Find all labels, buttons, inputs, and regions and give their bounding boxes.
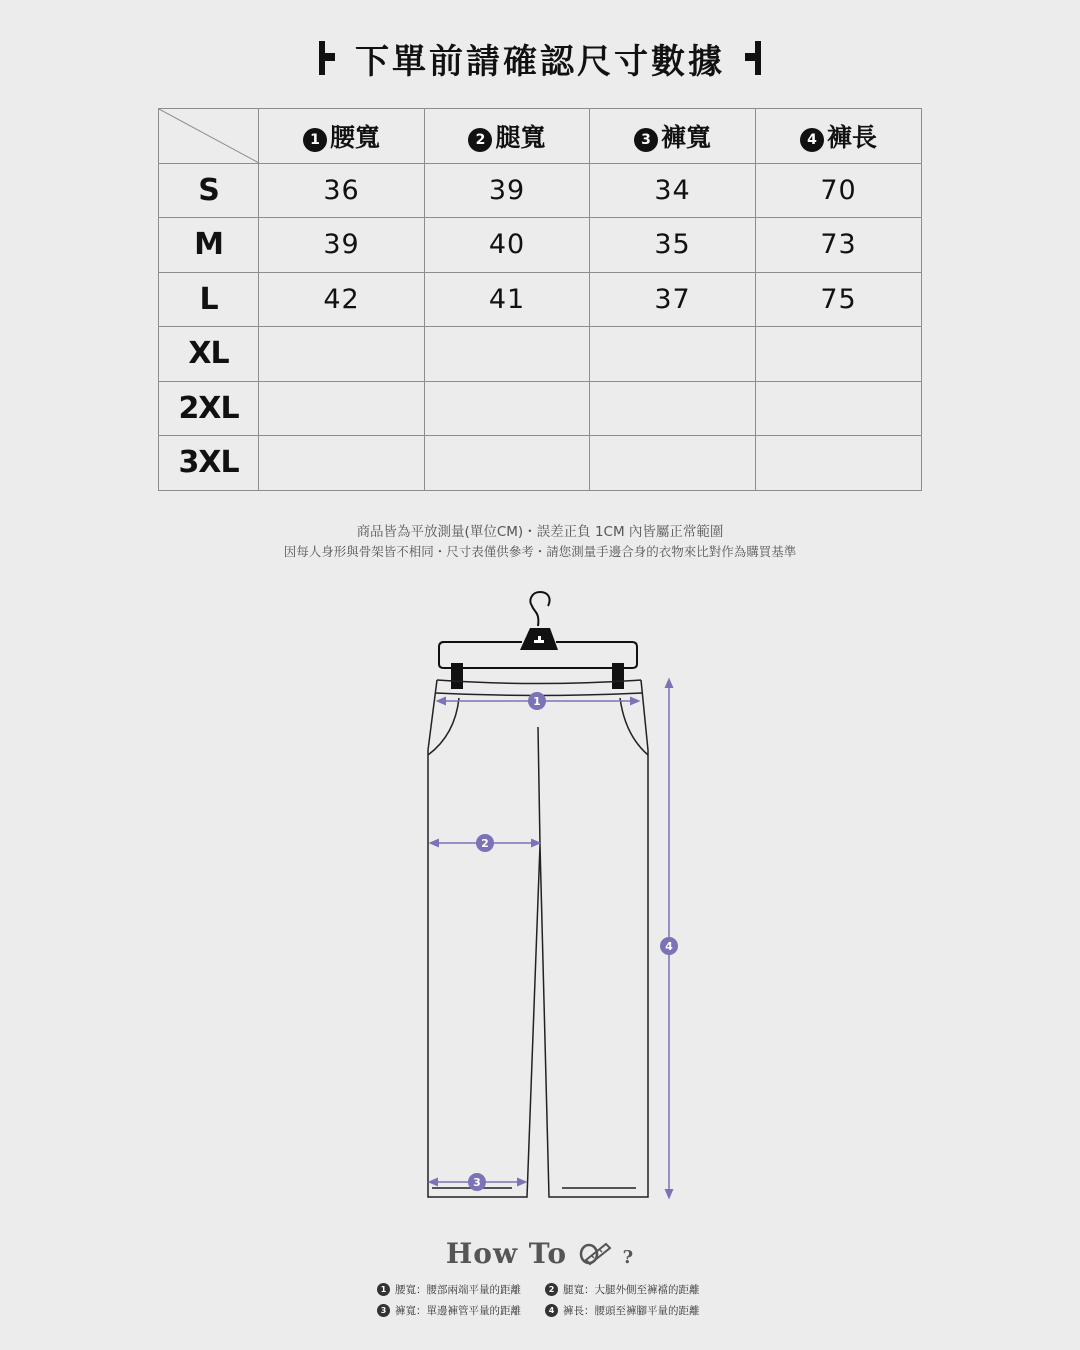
number-badge: 1 (303, 128, 327, 152)
legend-text: 褲寬：單邊褲管平量的距離 (395, 1305, 521, 1317)
column-header-label: 褲寬 (660, 122, 711, 152)
hanger-icon (439, 592, 637, 689)
number-badge: 4 (800, 128, 824, 152)
table-cell: 36 (259, 163, 425, 218)
marker-length (660, 937, 678, 955)
table-cell: 37 (590, 272, 756, 327)
measurement-lines (432, 682, 669, 1195)
size-label: 2XL (159, 381, 259, 436)
column-header-label: 腰寬 (329, 122, 380, 152)
page-title: 下單前請確認尺寸數據 (355, 41, 725, 82)
question-mark: ? (622, 1247, 635, 1268)
pants-outline (428, 680, 648, 1197)
legend-item-thigh (545, 1282, 715, 1297)
number-badge: 3 (377, 1304, 390, 1317)
marker-label: 1 (533, 695, 541, 708)
size-label: XL (159, 327, 259, 382)
table-cell: 70 (756, 163, 922, 218)
table-cell: 34 (590, 163, 756, 218)
reference-note: 因每人身形與骨架皆不相同・尺寸表僅供參考・請您測量手邊合身的衣物來比對作為購買基準 (283, 544, 797, 559)
column-header-label: 腿寬 (495, 122, 546, 152)
number-badge: 2 (545, 1283, 558, 1296)
ruler-pencil-icon (578, 1240, 612, 1266)
how-to-heading (0, 1237, 1080, 1270)
size-label: 3XL (159, 436, 259, 491)
measurement-legend (377, 1282, 717, 1318)
table-cell: 42 (259, 272, 425, 327)
marker-label: 4 (665, 940, 673, 953)
legend-text: 腿寬：大腿外側至褲襠的距離 (563, 1284, 700, 1296)
marker-label: 2 (481, 837, 489, 850)
marker-thigh (476, 834, 494, 852)
marker-leg-opening (468, 1173, 486, 1191)
legend-text: 褲長：腰頭至褲腳平量的距離 (563, 1305, 700, 1317)
legend-item-leg-opening (377, 1303, 545, 1318)
table-cell: 39 (425, 163, 590, 218)
number-badge: 1 (377, 1283, 390, 1296)
marker-label: 3 (473, 1176, 481, 1189)
table-cell: 75 (756, 272, 922, 327)
size-label: M (159, 218, 259, 273)
legend-item-length (545, 1303, 715, 1318)
size-label: L (159, 272, 259, 327)
column-header-label: 褲長 (826, 122, 877, 152)
legend-text: 腰寬：腰部兩端平量的距離 (395, 1284, 521, 1296)
how-to-text: How To (445, 1237, 568, 1270)
number-badge: 2 (468, 128, 492, 152)
table-cell: 40 (425, 218, 590, 273)
legend-item-waist (377, 1282, 545, 1297)
size-label: S (159, 163, 259, 218)
table-cell: 41 (425, 272, 590, 327)
table-cell: 73 (756, 218, 922, 273)
table-cell: 35 (590, 218, 756, 273)
table-cell: 39 (259, 218, 425, 273)
number-badge: 4 (545, 1304, 558, 1317)
measurement-note: 商品皆為平放測量(單位CM)・誤差正負 1CM 內皆屬正常範圍 (356, 524, 724, 540)
number-badge: 3 (634, 128, 658, 152)
marker-waist (528, 692, 546, 710)
